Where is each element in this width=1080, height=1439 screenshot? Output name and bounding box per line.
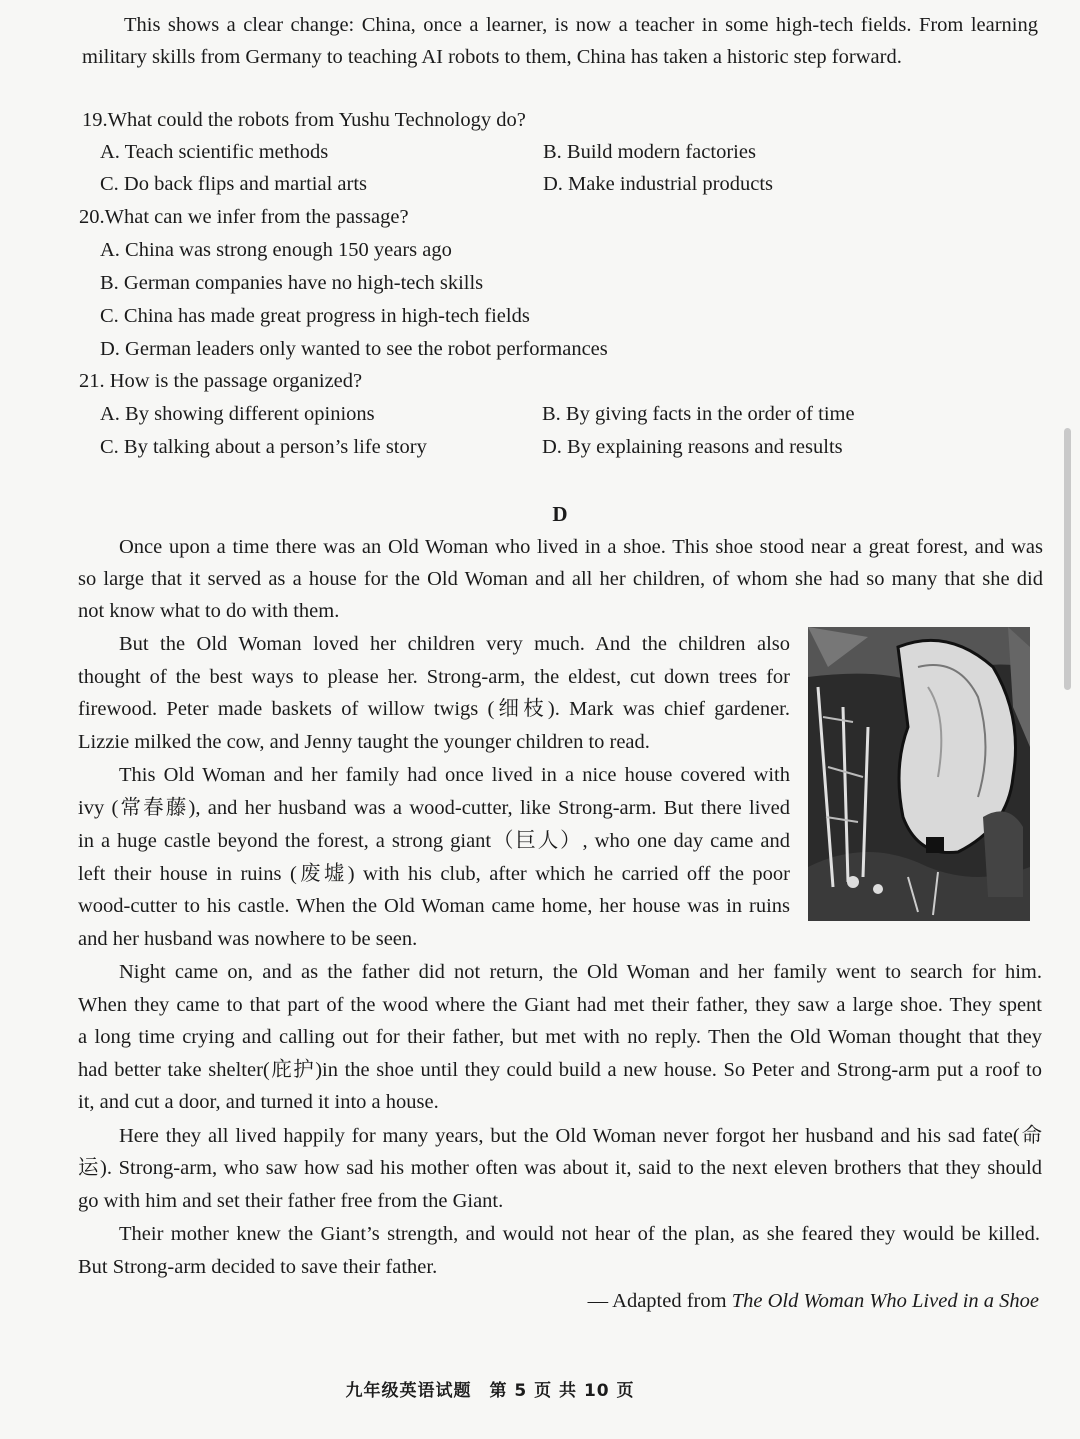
- passage-d-line: go with him and set their father free from the Giant.: [78, 1190, 504, 1212]
- question-20-option-d: D. German leaders only wanted to see the robot performances: [100, 338, 608, 360]
- passage-d-line: Lizzie milked the cow, and Jenny taught the younger children to read.: [78, 731, 650, 753]
- passage-d-line: left their house in ruins (废墟) with his club, after which he carried off the poor: [78, 863, 790, 885]
- passage-d-line: wood-cutter to his castle. When the Old Woman came home, her house was in ruins: [78, 895, 790, 917]
- question-21-option-d: D. By explaining reasons and results: [542, 436, 843, 458]
- page-footer: 九年级英语试题 第 5 页 共 10 页: [345, 1381, 635, 1401]
- scrollbar-thumb[interactable]: [1064, 428, 1071, 690]
- passage-d-line: it, and cut a door, and turned it into a house.: [78, 1091, 439, 1113]
- passage-d-line: 运). Strong-arm, who saw how sad his mother often was about it, said to the next eleven brothers that they should: [78, 1157, 1042, 1179]
- question-19-option-c: C. Do back flips and martial arts: [100, 173, 368, 195]
- question-19-option-b: B. Build modern factories: [543, 141, 756, 163]
- passage-d-line: a long time crying and calling out for their father, but met with no reply. Then the Old Woman thought that they: [78, 1026, 1042, 1048]
- passage-d-line: But Strong-arm decided to save their father.: [78, 1256, 438, 1278]
- passage-d-line: so large that it served as a house for the Old Woman and all her children, of whom she had so many that she did: [78, 568, 1043, 590]
- source-title: The Old Woman Who Lived in a Shoe: [731, 1290, 1039, 1312]
- question-20-option-a: A. China was strong enough 150 years ago: [100, 239, 452, 261]
- passage-d-line: When they came to that part of the wood where the Giant had met their father, they saw a large shoe. They spent: [78, 994, 1042, 1016]
- source-attribution: [588, 1286, 1039, 1316]
- passage-c-line-2: military skills from Germany to teaching AI robots to them, China has taken a historic step forward.: [82, 46, 902, 68]
- passage-d-line: had better take shelter(庇护)in the shoe until they could build a new house. So Peter and Strong-arm put a roof to: [78, 1059, 1042, 1081]
- passage-d-line: thought of the best ways to please her. Strong-arm, the eldest, cut down trees for: [78, 666, 790, 688]
- passage-d-line: not know what to do with them.: [78, 600, 340, 622]
- question-20-option-b: B. German companies have no high-tech skills: [100, 272, 484, 294]
- question-20-option-c: C. China has made great progress in high-tech fields: [100, 305, 530, 327]
- passage-d-line: firewood. Peter made baskets of willow twigs (细枝). Mark was chief gardener.: [78, 698, 790, 720]
- passage-d-line: Their mother knew the Giant’s strength, and would not hear of the plan, as she feared they would be killed.: [119, 1223, 1040, 1245]
- passage-d-line: This Old Woman and her family had once lived in a nice house covered with: [119, 764, 790, 786]
- forest-shoe-engraving-icon: [808, 627, 1030, 921]
- question-19-option-d: D. Make industrial products: [543, 173, 774, 195]
- question-19-stem: 19.What could the robots from Yushu Technology do?: [82, 109, 526, 131]
- question-19-option-a: A. Teach scientific methods: [100, 141, 329, 163]
- source-prefix: — Adapted from: [587, 1290, 732, 1312]
- question-21-option-b: B. By giving facts in the order of time: [542, 403, 855, 425]
- passage-d-line: Once upon a time there was an Old Woman who lived in a shoe. This shoe stood near a great forest, and was: [119, 536, 1043, 558]
- question-21-option-c: C. By talking about a person’s life story: [100, 436, 427, 458]
- passage-c-line-1: This shows a clear change: China, once a learner, is now a teacher in some high-tech fields. From learning: [124, 14, 1038, 36]
- passage-d-line: Here they all lived happily for many years, but the Old Woman never forgot her husband and his sad fate(命: [119, 1125, 1042, 1147]
- passage-d-line: and her husband was nowhere to be seen.: [78, 928, 418, 950]
- question-20-stem: 20.What can we infer from the passage?: [79, 206, 409, 228]
- section-d-heading: D: [552, 502, 568, 526]
- question-21-stem: 21. How is the passage organized?: [79, 370, 363, 392]
- question-21-option-a: A. By showing different opinions: [100, 403, 375, 425]
- passage-d-line: Night came on, and as the father did not return, the Old Woman and her family went to search for him.: [119, 961, 1042, 983]
- passage-d-line: But the Old Woman loved her children very much. And the children also: [119, 633, 790, 655]
- passage-d-line: ivy (常春藤), and her husband was a wood-cutter, like Strong-arm. But there lived: [78, 797, 790, 819]
- passage-d-line: in a huge castle beyond the forest, a strong giant（巨人）, who one day came and: [78, 830, 790, 852]
